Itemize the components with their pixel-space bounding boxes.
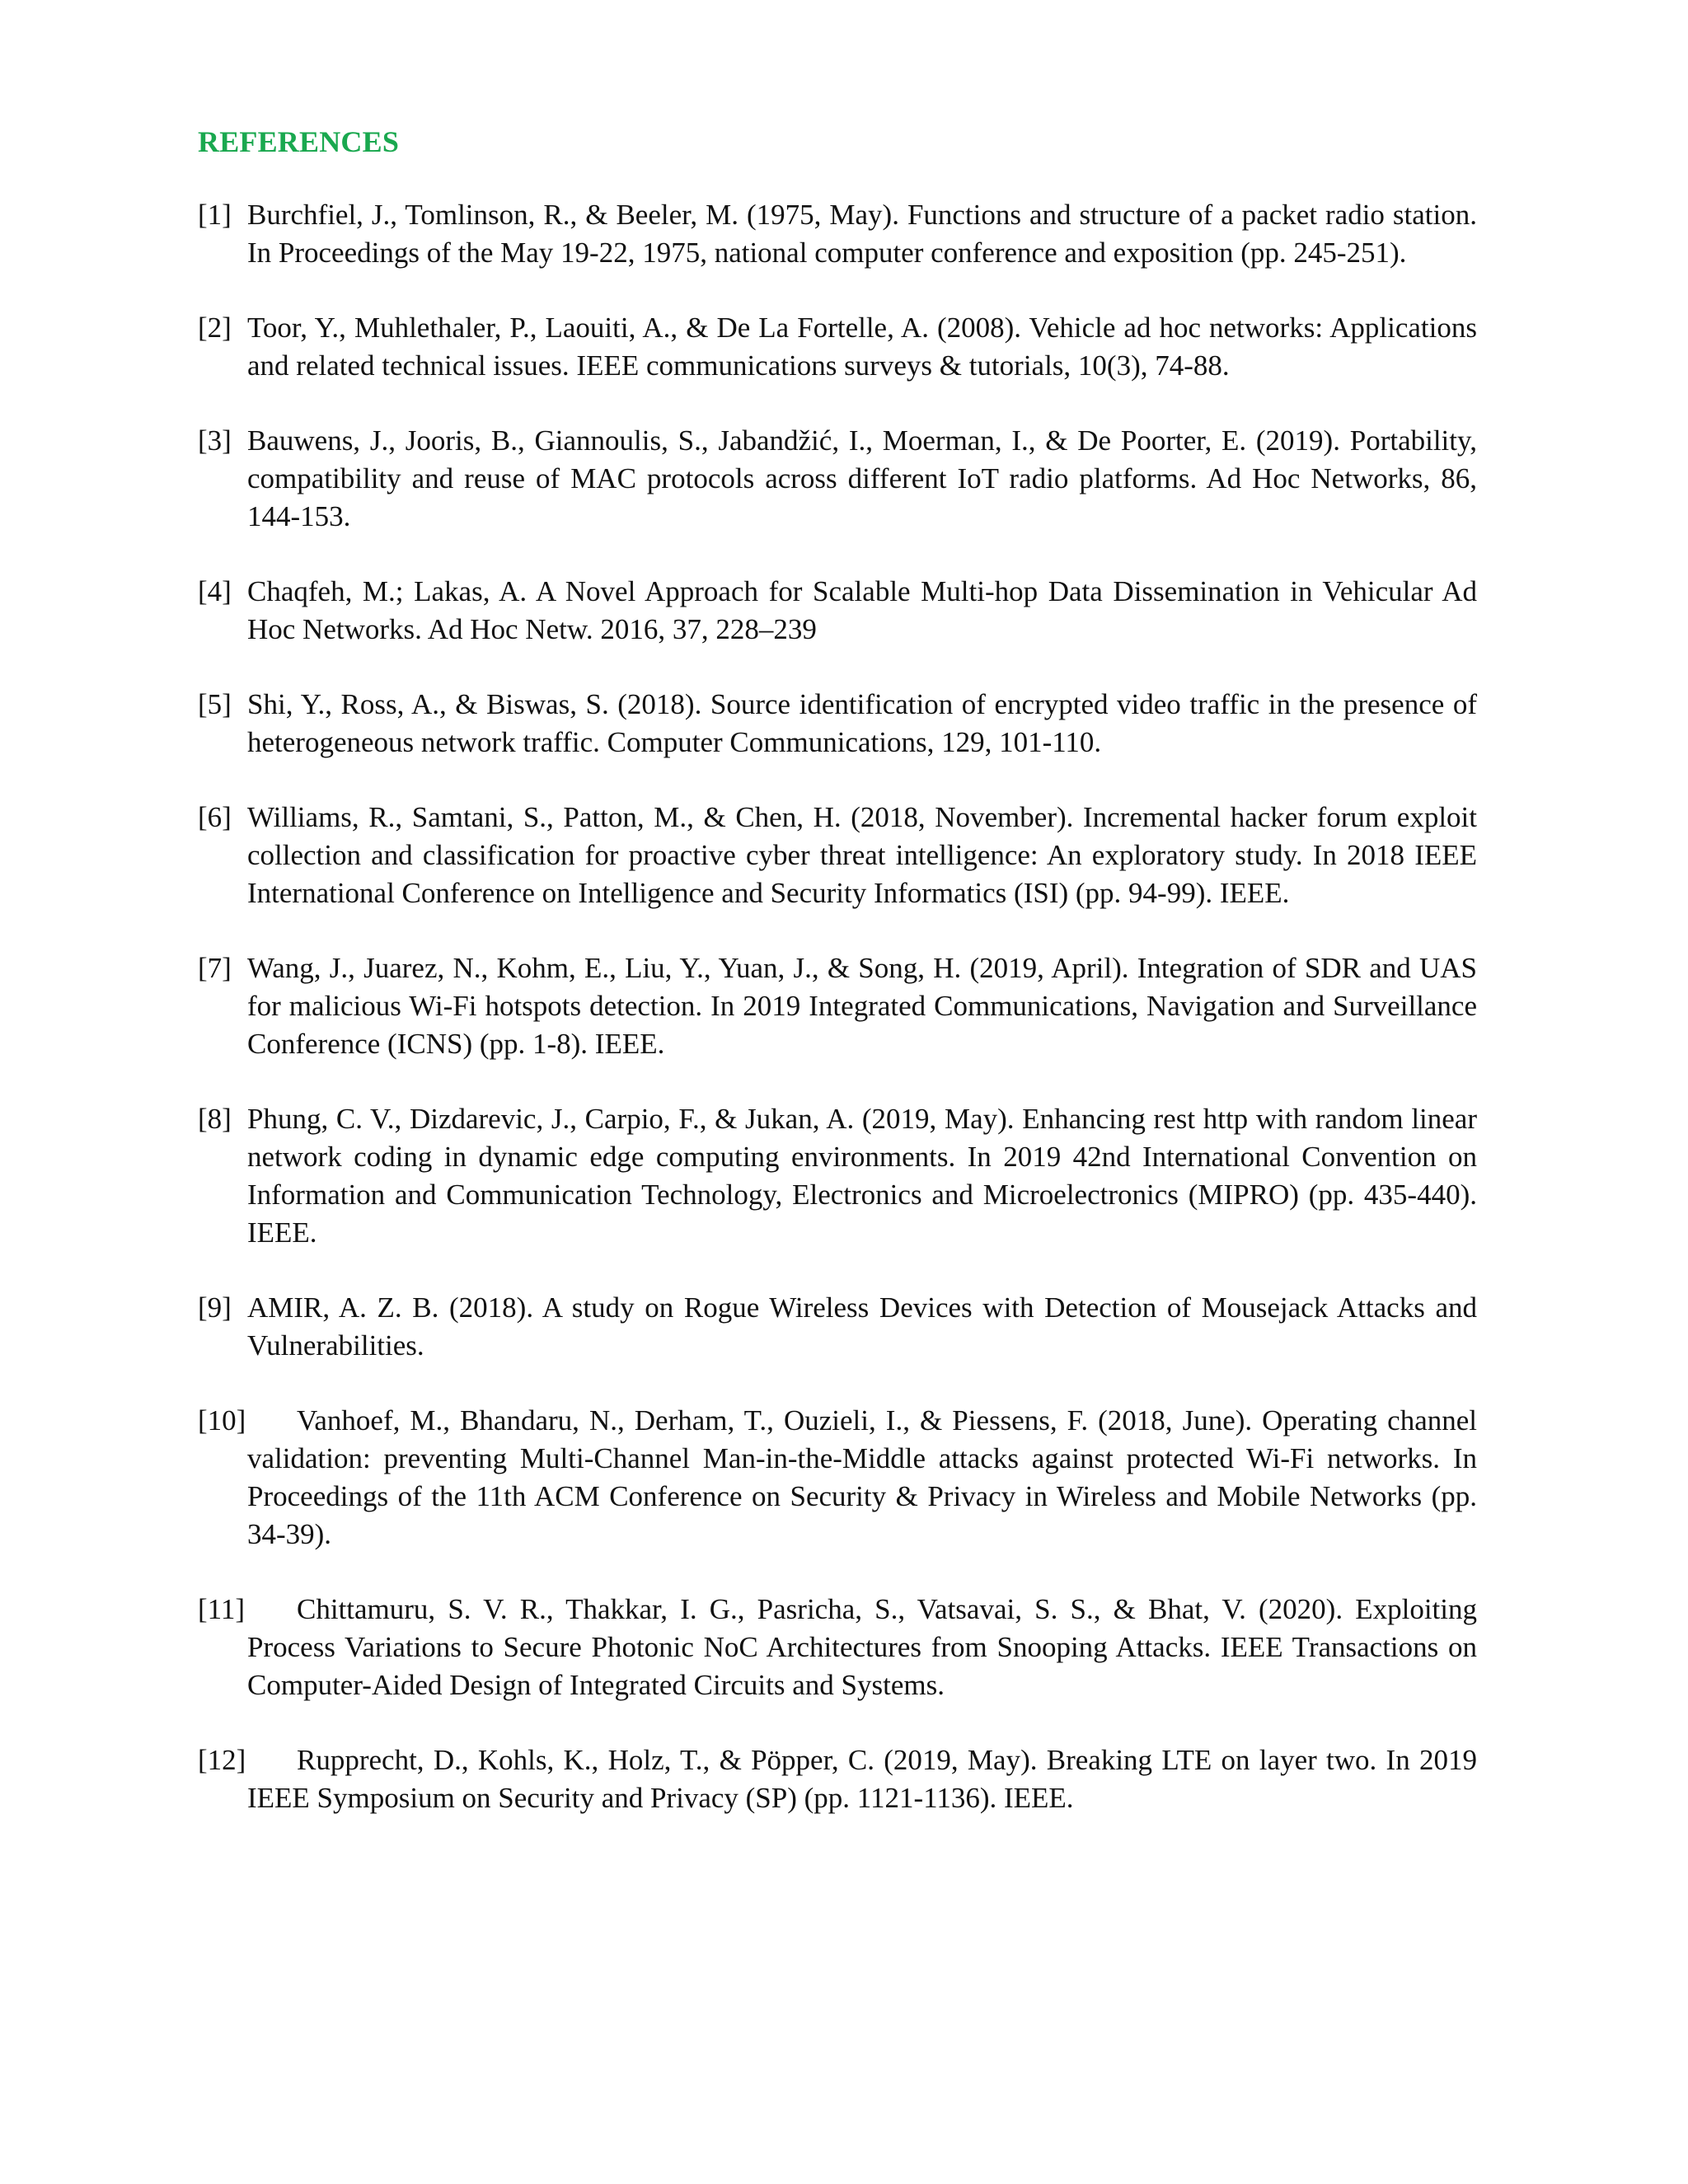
reference-text: Toor, Y., Muhlethaler, P., Laouiti, A., & De La Fortelle, A. (2008). Vehicle ad hoc networks: Applications and related technical issues. IEEE communications surveys & tutorials, 10(3), 74-88. bbox=[247, 312, 1477, 382]
reference-item bbox=[198, 309, 1477, 385]
reference-number: [12] bbox=[198, 1744, 246, 1776]
reference-text: Phung, C. V., Dizdarevic, J., Carpio, F., & Jukan, A. (2019, May). Enhancing rest http with random linear network coding in dynamic edge computing environments. In 2019 42nd International Convention on Information and Communication Technology, Electronics and Microelectronics (MIPRO) (pp. 435-440). IEEE. bbox=[247, 1103, 1477, 1249]
reference-item bbox=[198, 799, 1477, 912]
reference-item bbox=[198, 949, 1477, 1063]
reference-item bbox=[198, 1289, 1477, 1365]
reference-item bbox=[198, 1100, 1477, 1252]
reference-number: [10] bbox=[198, 1404, 246, 1436]
reference-item bbox=[198, 573, 1477, 649]
reference-text: Bauwens, J., Jooris, B., Giannoulis, S., Jabandžić, I., Moerman, I., & De Poorter, E. (2019). Portability, compatibility and reuse of MAC protocols across different IoT radio platforms. Ad Hoc Networks, 86, 144-153. bbox=[247, 424, 1477, 532]
reference-item bbox=[198, 1402, 1477, 1554]
reference-item bbox=[198, 196, 1477, 272]
reference-number: [8] bbox=[198, 1103, 232, 1135]
reference-number: [2] bbox=[198, 312, 232, 344]
reference-number: [3] bbox=[198, 424, 232, 457]
reference-item bbox=[198, 422, 1477, 536]
reference-number: [7] bbox=[198, 952, 232, 984]
reference-text: Chaqfeh, M.; Lakas, A. A Novel Approach for Scalable Multi-hop Data Dissemination in Vehicular Ad Hoc Networks. Ad Hoc Netw. 2016, 37, 228–239 bbox=[247, 575, 1477, 645]
reference-number: [4] bbox=[198, 575, 232, 607]
reference-text: Burchfiel, J., Tomlinson, R., & Beeler, M. (1975, May). Functions and structure of a packet radio station. In Proceedings of the May 19-22, 1975, national computer conference and exposition (pp. 245-251). bbox=[247, 199, 1477, 269]
reference-text: Wang, J., Juarez, N., Kohm, E., Liu, Y., Yuan, J., & Song, H. (2019, April). Integration of SDR and UAS for malicious Wi-Fi hotspots detection. In 2019 Integrated Communications, Navigation and Surveillance Conference (ICNS) (pp. 1-8). IEEE. bbox=[247, 952, 1477, 1060]
reference-number: [6] bbox=[198, 801, 232, 833]
reference-item bbox=[198, 686, 1477, 762]
reference-text: Shi, Y., Ross, A., & Biswas, S. (2018). Source identification of encrypted video traffic in the presence of heterogeneous network traffic. Computer Communications, 129, 101-110. bbox=[247, 688, 1477, 758]
reference-number: [11] bbox=[198, 1593, 246, 1625]
reference-number: [9] bbox=[198, 1291, 232, 1324]
reference-item bbox=[198, 1741, 1477, 1817]
reference-item bbox=[198, 1591, 1477, 1704]
reference-number: [5] bbox=[198, 688, 232, 720]
reference-number: [1] bbox=[198, 199, 232, 231]
reference-text: AMIR, A. Z. B. (2018). A study on Rogue Wireless Devices with Detection of Mousejack Attacks and Vulnerabilities. bbox=[247, 1291, 1477, 1361]
reference-text: Rupprecht, D., Kohls, K., Holz, T., & Pöpper, C. (2019, May). Breaking LTE on layer two. In 2019 IEEE Symposium on Security and Privacy (SP) (pp. 1121-1136). IEEE. bbox=[247, 1744, 1477, 1814]
reference-text: Vanhoef, M., Bhandaru, N., Derham, T., Ouzieli, I., & Piessens, F. (2018, June). Operating channel validation: preventing Multi-Channel Man-in-the-Middle attacks against protected Wi-Fi networks. In Proceedings of the 11th ACM Conference on Security & Privacy in Wireless and Mobile Networks (pp. 34-39). bbox=[247, 1404, 1477, 1550]
reference-text: Chittamuru, S. V. R., Thakkar, I. G., Pasricha, S., Vatsavai, S. S., & Bhat, V. (2020). Exploiting Process Variations to Secure Photonic NoC Architectures from Snooping Attacks. IEEE Transactions on Computer-Aided Design of Integrated Circuits and Systems. bbox=[247, 1593, 1477, 1701]
reference-list bbox=[198, 196, 1477, 1854]
reference-text: Williams, R., Samtani, S., Patton, M., & Chen, H. (2018, November). Incremental hacker forum exploit collection and classification for proactive cyber threat intelligence: An exploratory study. In 2018 IEEE International Conference on Intelligence and Security Informatics (ISI) (pp. 94-99). IEEE. bbox=[247, 801, 1477, 909]
references-heading: REFERENCES bbox=[198, 125, 400, 158]
